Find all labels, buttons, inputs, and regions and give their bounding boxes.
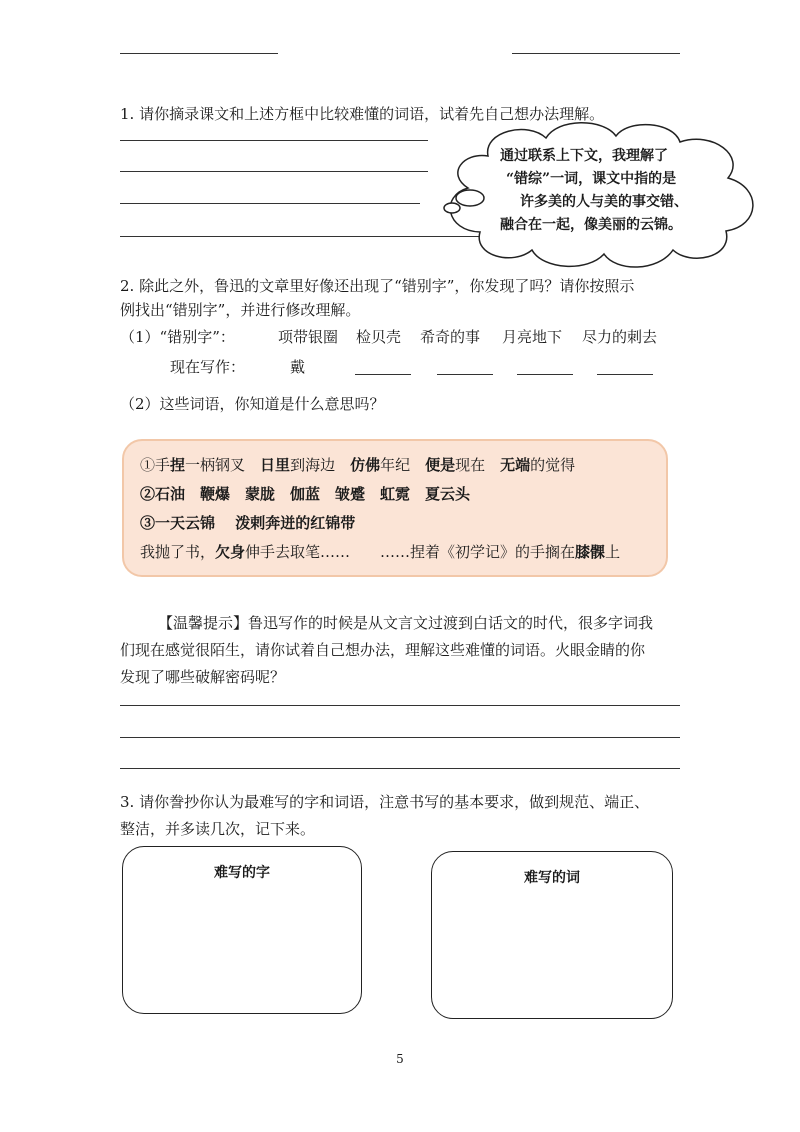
thought-bubble <box>456 190 484 206</box>
answer-blank[interactable] <box>355 374 411 375</box>
sub-question-2: （2）这些词语，你知道是什么意思吗？ <box>120 395 385 413</box>
question-2-line-1: 2. 除此之外，鲁迅的文章里好像还出现了“错别字”，你发现了吗？请你按照示 <box>120 277 635 295</box>
word-text: ①手 <box>140 456 171 474</box>
cloud-line: 融合在一起，像美丽的云锦。 <box>500 217 682 233</box>
answer-line[interactable] <box>120 203 420 204</box>
question-2-line-2: 例找出“错别字”，并进行修改理解。 <box>120 301 361 319</box>
cloud-text <box>492 145 688 237</box>
thought-bubble <box>444 203 460 213</box>
word-text: 一柄钢叉 <box>185 456 261 474</box>
typo-word: 希奇的事 <box>420 328 481 346</box>
example-answer: 戴 <box>290 358 306 376</box>
word-highlight: 捏 <box>170 456 186 474</box>
warm-tip-line-2: 们现在感觉很陌生，请你试着自己想办法，理解这些难懂的词语。火眼金睛的你 <box>120 641 646 659</box>
question-3-line-2: 整洁，并多读几次，记下来。 <box>120 820 316 838</box>
answer-blank[interactable] <box>437 374 493 375</box>
word-highlight: 无端 <box>500 456 531 474</box>
word-text: 现在 <box>455 456 501 474</box>
answer-blank[interactable] <box>597 374 653 375</box>
sub-question-1-label: （1）“错别字”： <box>120 328 235 346</box>
typo-word: 检贝壳 <box>356 328 402 346</box>
box-title: 难写的词 <box>524 870 580 886</box>
cloud-line: 通过联系上下文，我理解了 <box>500 148 668 164</box>
word-text: 年纪 <box>380 456 426 474</box>
cloud-line: 许多美的人与美的事交错、 <box>520 194 688 210</box>
box-title: 难写的字 <box>214 865 270 881</box>
answer-line[interactable] <box>120 236 480 237</box>
word-row-2: ②石油 鞭爆 蒙胧 伽蓝 皱蹙 虹霓 夏云头 <box>140 485 471 503</box>
word-row-4 <box>140 542 620 562</box>
word-row-3: ③一天云锦 泼剌奔迸的红锦带 <box>140 514 356 532</box>
word-highlight: 便是 <box>425 456 456 474</box>
word-text: 到海边 <box>290 456 351 474</box>
hard-words-box[interactable] <box>431 851 673 1019</box>
warm-tip-line-3: 发现了哪些破解密码呢？ <box>120 668 286 686</box>
word-row-1 <box>140 455 575 475</box>
typo-word: 项带银圈 <box>278 328 339 346</box>
word-text: 上 <box>605 543 621 561</box>
cloud-line: “错综”一词，课文中指的是 <box>506 171 677 187</box>
word-highlight: 仿佛 <box>350 456 381 474</box>
question-3-line-1: 3. 请你誊抄你认为最难写的字和词语，注意书写的基本要求，做到规范、端正、 <box>120 793 650 811</box>
header-line-right <box>512 53 680 54</box>
word-highlight: 日里 <box>260 456 291 474</box>
answer-line[interactable] <box>120 737 680 738</box>
word-highlight: 欠身 <box>215 543 246 561</box>
header-line-left <box>120 53 278 54</box>
word-highlight: 膝髁 <box>575 543 606 561</box>
answer-blank[interactable] <box>517 374 573 375</box>
answer-line[interactable] <box>120 768 680 769</box>
page-number: 5 <box>396 1052 404 1066</box>
now-written-label: 现在写作： <box>170 358 246 376</box>
hard-characters-box[interactable] <box>122 846 362 1014</box>
word-text: 伸手去取笔…… ……捏着《初学记》的手搁在 <box>245 543 576 561</box>
answer-line[interactable] <box>120 171 428 172</box>
word-text: 我抛了书， <box>140 543 216 561</box>
answer-line[interactable] <box>120 705 680 706</box>
question-1: 1. 请你摘录课文和上述方框中比较难懂的词语，试着先自己想办法理解。 <box>120 105 605 123</box>
answer-line[interactable] <box>120 140 428 141</box>
typo-word: 月亮地下 <box>502 328 563 346</box>
warm-tip-line-1: 【温馨提示】鲁迅写作的时候是从文言文过渡到白话文的时代，很多字词我 <box>158 614 654 632</box>
typo-word: 尽力的刺去 <box>582 328 658 346</box>
word-text: 的觉得 <box>530 456 576 474</box>
